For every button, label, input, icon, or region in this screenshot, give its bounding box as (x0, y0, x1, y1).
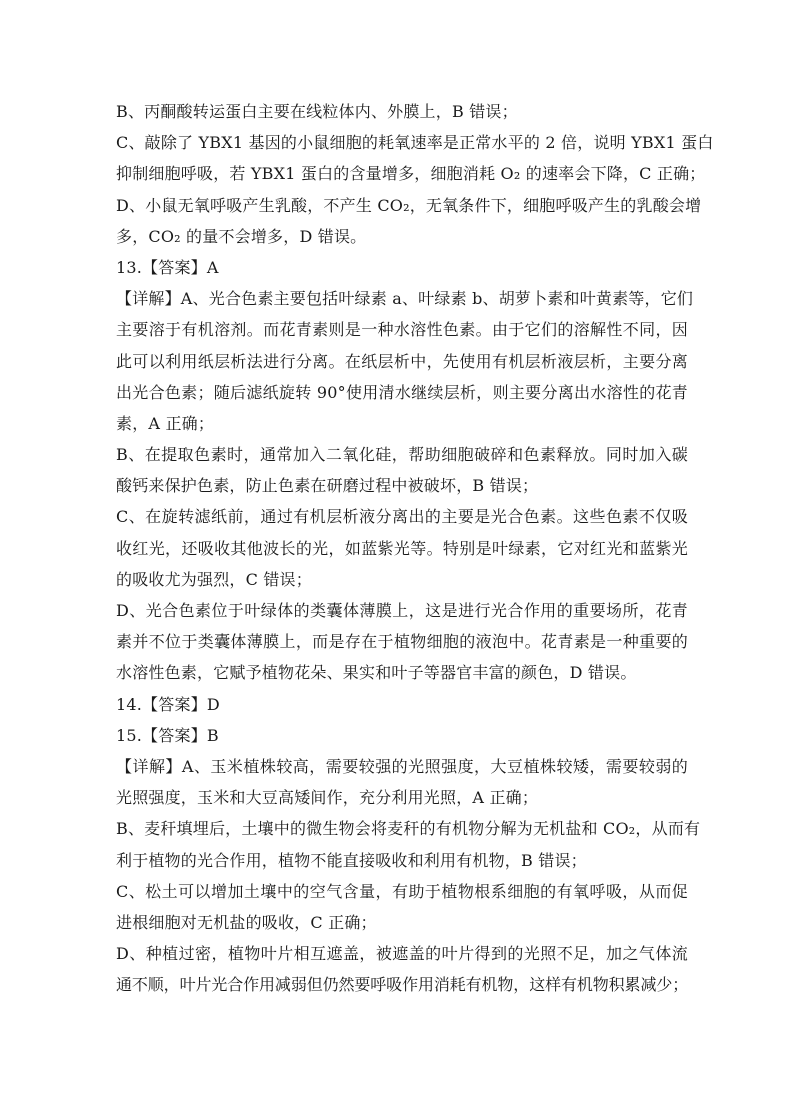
text-line: 素，A 正确； (116, 413, 215, 433)
text-line: 酸钙来保护色素，防止色素在研磨过程中被破坏，B 错误； (116, 476, 539, 496)
text-line: D、种植过密，植物叶片相互遮盖，被遮盖的叶片得到的光照不足，加之气体流 (116, 944, 688, 964)
text-line: 出光合色素；随后滤纸旋转 90°使用清水继续层析，则主要分离出水溶性的花青 (116, 382, 688, 402)
text-line: 利于植物的光合作用，植物不能直接吸收和利用有机物，B 错误； (116, 850, 587, 870)
text-line: 此可以利用纸层析法进行分离。在纸层析中，先使用有机层析液层析，主要分离 (116, 351, 688, 371)
text-line: D、光合色素位于叶绿体的类囊体薄膜上，这是进行光合作用的重要场所，花青 (116, 601, 688, 620)
answer-heading: 15.【答案】B (116, 725, 219, 745)
text-line: 的吸收尤为强烈，C 错误； (116, 569, 312, 589)
answer-heading: 13.【答案】A (116, 257, 219, 277)
text-line: 主要溶于有机溶剂。而花青素则是一种水溶性色素。由于它们的溶解性不同，因 (116, 320, 688, 340)
text-line: B、麦秆填埋后，土壤中的微生物会将麦秆的有机物分解为无机盐和 CO₂，从而有 (116, 819, 701, 839)
text-line: 收红光，还吸收其他波长的光，如蓝紫光等。特别是叶绿素，它对红光和蓝紫光 (116, 538, 688, 558)
text-line: 抑制细胞呼吸，若 YBX1 蛋白的含量增多，细胞消耗 O₂ 的速率会下降，C 正确； (116, 164, 706, 184)
text-line: 【详解】A、玉米植株较高，需要较强的光照强度，大豆植株较矮，需要较弱的 (116, 756, 688, 776)
text-line: 光照强度，玉米和大豆高矮间作，充分利用光照，A 正确； (116, 788, 539, 808)
text-line: 多，CO₂ 的量不会增多，D 错误。 (116, 226, 367, 246)
text-line: B、在提取色素时，通常加入二氧化硅，帮助细胞破碎和色素释放。同时加入碳 (116, 445, 688, 465)
text-line: 素并不位于类囊体薄膜上，而是存在于植物细胞的液泡中。花青素是一种重要的 (116, 632, 688, 652)
text-line: D、小鼠无氧呼吸产生乳酸，不产生 CO₂，无氧条件下，细胞呼吸产生的乳酸会增 (116, 195, 702, 215)
text-line: 水溶性色素，它赋予植物花朵、果实和叶子等器官丰富的颜色，D 错误。 (116, 663, 637, 683)
text-line: C、松土可以增加土壤中的空气含量，有助于植物根系细胞的有氧呼吸，从而促 (116, 881, 688, 901)
text-line: 进根细胞对无机盐的吸收，C 正确； (116, 912, 377, 932)
text-line: 【详解】A、光合色素主要包括叶绿素 a、叶绿素 b、胡萝卜素和叶黄素等，它们 (116, 289, 694, 309)
answer-explanation-text (116, 96, 714, 1000)
answer-heading: 14.【答案】D (116, 694, 220, 714)
text-line: C、在旋转滤纸前，通过有机层析液分离出的主要是光合色素。这些色素不仅吸 (116, 507, 688, 527)
text-line: B、丙酮酸转运蛋白主要在线粒体内、外膜上，B 错误； (116, 102, 518, 121)
text-line: 通不顺，叶片光合作用减弱但仍然要呼吸作用消耗有机物，这样有机物积累减少； (116, 975, 688, 995)
text-line: C、敲除了 YBX1 基因的小鼠细胞的耗氧速率是正常水平的 2 倍，说明 YBX1 蛋白 (116, 133, 714, 153)
